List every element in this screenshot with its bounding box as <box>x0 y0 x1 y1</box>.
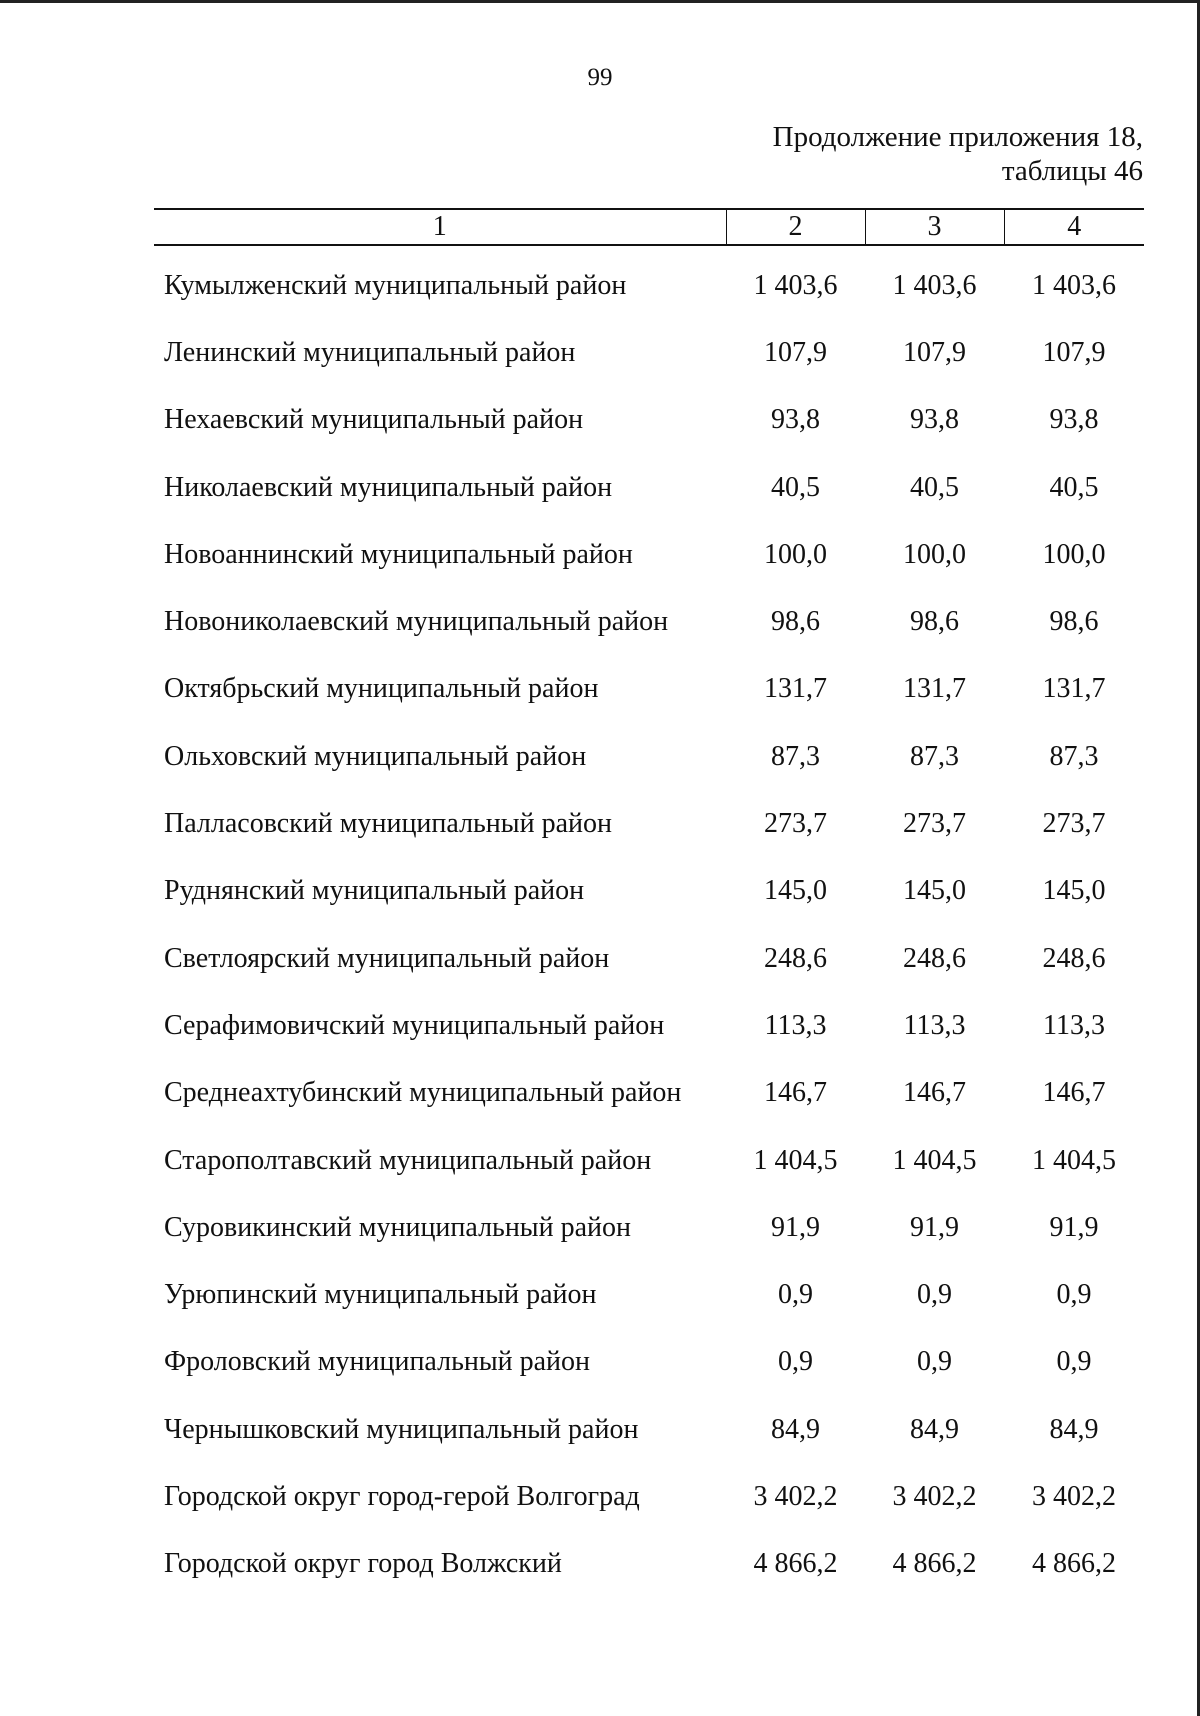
row-value-col-4: 113,3 <box>1043 1009 1105 1041</box>
row-value-col-4: 40,5 <box>1049 471 1099 503</box>
table-row <box>154 723 1144 790</box>
row-value-col-3: 107,9 <box>903 336 966 368</box>
row-value-col-2: 100,0 <box>764 538 827 570</box>
row-value-col-3: 40,5 <box>910 471 959 503</box>
row-value-col-2: 113,3 <box>764 1009 827 1041</box>
table-row <box>154 925 1144 992</box>
row-value-col-4: 91,9 <box>1049 1211 1099 1243</box>
row-value-col-3: 145,0 <box>903 875 966 907</box>
table-row <box>154 1127 1144 1194</box>
table-row <box>154 1531 1144 1598</box>
table-header <box>154 209 1144 245</box>
row-value-col-3: 146,7 <box>903 1077 966 1109</box>
row-value-col-4: 100,0 <box>1042 538 1106 570</box>
row-value-col-2: 98,6 <box>771 606 820 638</box>
row-value-col-3: 87,3 <box>910 740 959 772</box>
row-name: Палласовский муниципальный район <box>164 808 612 840</box>
row-value-col-3: 113,3 <box>903 1009 966 1041</box>
row-value-col-4: 98,6 <box>1049 606 1099 638</box>
row-value-col-3: 91,9 <box>910 1211 959 1243</box>
row-name: Старополтавский муниципальный район <box>164 1144 652 1176</box>
row-value-col-2: 4 866,2 <box>753 1548 838 1580</box>
row-name: Кумылженский муниципальный район <box>164 269 627 301</box>
table-row <box>154 1463 1144 1530</box>
row-value-col-2: 0,9 <box>778 1279 813 1311</box>
table-row <box>154 1261 1144 1328</box>
row-name: Светлоярский муниципальный район <box>164 942 610 974</box>
row-value-col-4: 84,9 <box>1049 1413 1099 1445</box>
row-value-col-3: 0,9 <box>917 1346 952 1378</box>
row-value-col-3: 4 866,2 <box>892 1548 977 1580</box>
row-value-col-4: 273,7 <box>1042 808 1106 840</box>
row-name: Среднеахтубинский муниципальный район <box>164 1077 682 1109</box>
row-value-col-2: 87,3 <box>771 740 820 772</box>
row-name: Ленинский муниципальный район <box>164 336 576 368</box>
row-value-col-2: 131,7 <box>764 673 827 705</box>
table-row <box>154 1396 1144 1463</box>
row-value-col-4: 107,9 <box>1042 336 1106 368</box>
table-row <box>154 790 1144 857</box>
scan-edge-top <box>0 0 1200 3</box>
row-name: Николаевский муниципальный район <box>164 471 613 503</box>
row-value-col-2: 107,9 <box>764 336 827 368</box>
row-name: Новониколаевский муниципальный район <box>164 606 669 638</box>
row-value-col-4: 0,9 <box>1056 1279 1092 1311</box>
row-name: Нехаевский муниципальный район <box>164 404 584 436</box>
row-value-col-4: 3 402,2 <box>1032 1480 1116 1512</box>
row-value-col-3: 98,6 <box>910 606 959 638</box>
continuation-note <box>773 120 1143 188</box>
row-value-col-4: 4 866,2 <box>1032 1548 1116 1580</box>
table-row <box>154 521 1144 588</box>
row-value-col-3: 131,7 <box>903 673 966 705</box>
header-col-4: 4 <box>1004 209 1144 245</box>
row-value-col-3: 1 404,5 <box>892 1144 977 1176</box>
row-name: Городской округ город Волжский <box>164 1548 562 1580</box>
row-value-col-3: 84,9 <box>910 1413 959 1445</box>
row-value-col-2: 93,8 <box>771 404 820 436</box>
row-name: Руднянский муниципальный район <box>164 875 585 907</box>
row-value-col-2: 145,0 <box>764 875 827 907</box>
row-name: Серафимовичский муниципальный район <box>164 1009 665 1041</box>
table-row <box>154 858 1144 925</box>
row-value-col-4: 1 403,6 <box>1032 269 1116 301</box>
page-number: 99 <box>587 64 613 91</box>
data-table <box>154 208 1144 1598</box>
row-value-col-3: 100,0 <box>903 538 966 570</box>
row-value-col-3: 0,9 <box>917 1279 952 1311</box>
row-value-col-2: 91,9 <box>771 1211 820 1243</box>
row-value-col-4: 93,8 <box>1049 404 1099 436</box>
header-row <box>154 209 1144 245</box>
row-name: Новоаннинский муниципальный район <box>164 538 633 570</box>
continuation-line-2: таблицы 46 <box>1001 155 1143 187</box>
continuation-line-1: Продолжение приложения 18, <box>772 121 1143 153</box>
row-value-col-2: 40,5 <box>771 471 820 503</box>
row-value-col-2: 146,7 <box>764 1077 827 1109</box>
row-value-col-4: 145,0 <box>1042 875 1106 907</box>
row-name: Городской округ город-герой Волгоград <box>164 1480 640 1512</box>
row-name: Октябрьский муниципальный район <box>164 673 599 705</box>
row-name: Фроловский муниципальный район <box>164 1346 591 1378</box>
row-value-col-3: 3 402,2 <box>892 1480 977 1512</box>
row-value-col-3: 273,7 <box>903 808 966 840</box>
row-value-col-4: 146,7 <box>1042 1077 1106 1109</box>
table-row <box>154 454 1144 521</box>
row-name: Чернышковский муниципальный район <box>164 1413 639 1445</box>
row-value-col-3: 1 403,6 <box>892 269 977 301</box>
table-row <box>154 992 1144 1059</box>
row-value-col-4: 248,6 <box>1042 942 1106 974</box>
row-value-col-4: 0,9 <box>1056 1346 1092 1378</box>
table-row <box>154 245 1144 319</box>
row-value-col-3: 93,8 <box>910 404 959 436</box>
table-body <box>154 245 1144 1598</box>
header-col-3: 3 <box>865 209 1004 245</box>
row-name: Суровикинский муниципальный район <box>164 1211 631 1243</box>
table-row <box>154 1329 1144 1396</box>
table-row <box>154 1194 1144 1261</box>
table-row <box>154 656 1144 723</box>
row-value-col-2: 0,9 <box>778 1346 813 1378</box>
row-value-col-3: 248,6 <box>903 942 966 974</box>
row-value-col-2: 248,6 <box>764 942 827 974</box>
row-value-col-2: 84,9 <box>771 1413 820 1445</box>
header-col-1: 1 <box>154 209 726 245</box>
row-value-col-2: 1 404,5 <box>753 1144 838 1176</box>
row-name: Урюпинский муниципальный район <box>164 1279 597 1311</box>
header-col-2: 2 <box>726 209 865 245</box>
row-name: Ольховский муниципальный район <box>164 740 587 772</box>
row-value-col-4: 131,7 <box>1042 673 1106 705</box>
row-value-col-4: 1 404,5 <box>1032 1144 1116 1176</box>
row-value-col-2: 3 402,2 <box>753 1480 838 1512</box>
row-value-col-2: 273,7 <box>764 808 827 840</box>
table-row <box>154 588 1144 655</box>
table-row <box>154 1060 1144 1127</box>
row-value-col-2: 1 403,6 <box>753 269 838 301</box>
table-row <box>154 319 1144 386</box>
row-value-col-4: 87,3 <box>1049 740 1099 772</box>
table-row <box>154 387 1144 454</box>
